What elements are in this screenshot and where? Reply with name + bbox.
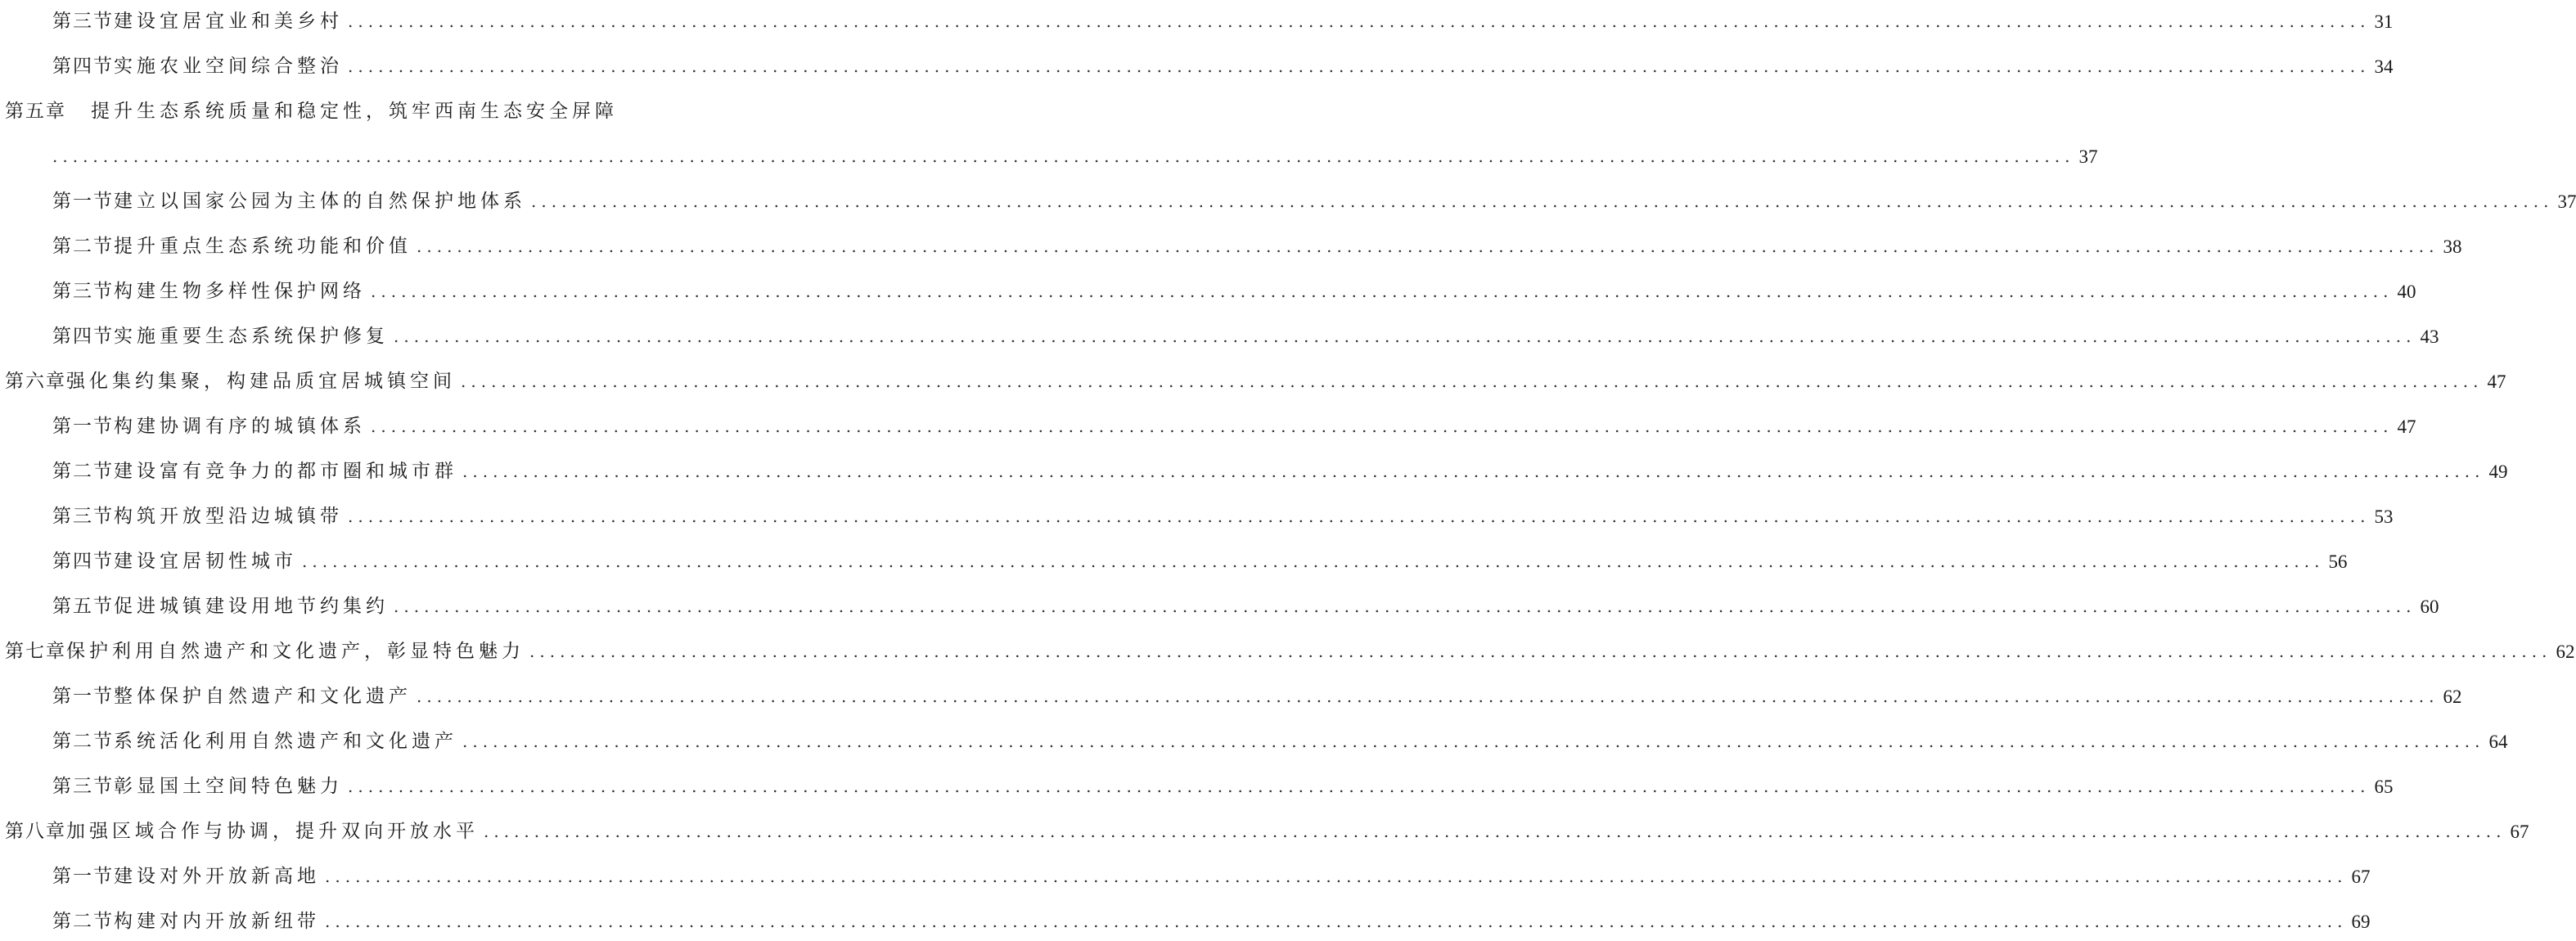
chapter-title: 提升生态系统质量和稳定性，筑牢西南生态安全屏障: [91, 101, 618, 122]
entry-title: 促进城镇建设用地节约集约: [114, 596, 389, 617]
chapter-number: 第八章: [5, 821, 66, 842]
page-number: 34: [2374, 56, 2394, 77]
entry-title: 构筑开放型沿边城镇带: [114, 506, 343, 527]
toc-entry[interactable]: [0, 855, 2371, 888]
page-number: 43: [2420, 326, 2439, 347]
entry-number: 第五节: [52, 596, 114, 617]
toc-entry[interactable]: [0, 405, 2416, 438]
dot-leader: ........................................................................................................................................................................................................: [302, 552, 2325, 571]
toc-entry[interactable]: [0, 45, 2394, 78]
entry-title: 构建对内开放新纽带: [114, 911, 320, 932]
dot-leader: ........................................................................................................................................................................................................: [462, 732, 2485, 751]
dot-leader: ........................................................................................................................................................................................................: [325, 867, 2348, 886]
chapter-number: 第五章: [5, 101, 66, 122]
entry-title: 构建协调有序的城镇体系: [114, 416, 366, 437]
entry-number: 第一节: [52, 191, 114, 212]
toc-entry[interactable]: [0, 675, 2462, 708]
dot-leader: ........................................................................................................................................................................................................: [371, 281, 2394, 301]
dot-leader: ........................................................................................................................................................................................................: [394, 326, 2416, 346]
dot-leader: ........................................................................................................................................................................................................: [484, 822, 2506, 841]
chapter-title: 保护利用自然遗产和文化遗产，彰显特色魅力: [66, 641, 525, 662]
page-number: 37: [2557, 191, 2576, 212]
entry-number: 第三节: [52, 506, 114, 527]
entry-title: 建设宜居宜业和美乡村: [114, 11, 343, 32]
toc-entry[interactable]: [0, 540, 2348, 573]
entry-title: 实施农业空间综合整治: [114, 56, 343, 77]
toc-entry[interactable]: [0, 585, 2439, 618]
entry-number: 第四节: [52, 326, 114, 347]
entry-title: 系统活化利用自然遗产和文化遗产: [114, 731, 457, 752]
entry-number: 第二节: [52, 236, 114, 257]
dot-leader: ........................................................................................................................................................................................................: [417, 236, 2439, 256]
entry-number: 第三节: [52, 776, 114, 797]
toc-entry[interactable]: [0, 495, 2394, 528]
toc-entry[interactable]: [0, 450, 2508, 483]
toc-entry[interactable]: [0, 0, 2394, 33]
entry-number: 第三节: [52, 281, 114, 302]
entry-title: 彰显国土空间特色魅力: [114, 776, 343, 797]
toc-entry[interactable]: [0, 270, 2416, 303]
dot-leader: ........................................................................................................................................................................................................: [461, 371, 2484, 391]
entry-number: 第四节: [52, 551, 114, 572]
page-number: 56: [2328, 552, 2348, 572]
page-number: 67: [2351, 867, 2371, 887]
dot-leader: ........................................................................................................................................................................................................: [417, 687, 2439, 706]
entry-number: 第一节: [52, 686, 114, 707]
page-number: 31: [2374, 11, 2394, 32]
page-number: 62: [2443, 687, 2462, 707]
entry-number: 第一节: [52, 866, 114, 887]
entry-title: 整体保护自然遗产和文化遗产: [114, 686, 412, 707]
toc-continuation[interactable]: [0, 135, 2098, 168]
entry-title: 提升重点生态系统功能和价值: [114, 236, 412, 257]
entry-number: 第一节: [52, 416, 114, 437]
toc-chapter[interactable]: [0, 810, 2529, 843]
page-number: 49: [2488, 461, 2508, 482]
dot-leader: ........................................................................................................................................................................................................: [348, 56, 2371, 76]
chapter-title: 加强区域合作与协调，提升双向开放水平: [66, 821, 479, 842]
entry-number: 第三节: [52, 11, 114, 32]
dot-leader: ........................................................................................................................................................................................................: [348, 507, 2371, 526]
page-number: 40: [2397, 281, 2416, 302]
dot-leader: ........................................................................................................................................................................................................: [394, 597, 2416, 616]
page-number: 64: [2488, 732, 2508, 752]
toc-entry[interactable]: [0, 765, 2394, 798]
chapter-number: 第六章: [5, 371, 66, 392]
chapter-number: 第七章: [5, 641, 66, 662]
dot-leader: ........................................................................................................................................................................................................: [529, 642, 2552, 661]
dot-leader: ........................................................................................................................................................................................................: [325, 912, 2348, 931]
dot-leader: ........................................................................................................................................................................................................: [348, 777, 2371, 796]
dot-leader: ........................................................................................................................................................................................................: [531, 191, 2554, 211]
entry-number: 第四节: [52, 56, 114, 77]
dot-leader: ........................................................................................................................................................................................................: [348, 11, 2371, 31]
toc-entry[interactable]: [0, 720, 2508, 753]
toc-chapter[interactable]: [0, 630, 2575, 663]
page-number: 47: [2487, 371, 2506, 392]
entry-number: 第二节: [52, 911, 114, 932]
page-number: 65: [2374, 777, 2394, 797]
toc-entry[interactable]: [0, 180, 2576, 213]
dot-leader: ........................................................................................................................................................................................................: [52, 146, 2075, 166]
chapter-title: 强化集约集聚，构建品质宜居城镇空间: [66, 371, 456, 392]
page-number: 38: [2443, 236, 2462, 257]
dot-leader: ........................................................................................................................................................................................................: [462, 461, 2485, 481]
entry-title: 实施重要生态系统保护修复: [114, 326, 389, 347]
page-number: 67: [2510, 822, 2529, 842]
dot-leader: ........................................................................................................................................................................................................: [371, 416, 2394, 436]
entry-title: 建立以国家公园为主体的自然保护地体系: [114, 191, 526, 212]
toc-entry[interactable]: [0, 225, 2462, 258]
page-number: 62: [2556, 642, 2575, 662]
toc-entry[interactable]: [0, 315, 2439, 348]
page-number: 37: [2078, 146, 2098, 167]
page-number: 69: [2351, 912, 2371, 932]
toc-chapter[interactable]: [0, 360, 2506, 393]
toc-entry[interactable]: [0, 900, 2371, 933]
entry-title: 建设富有竞争力的都市圈和城市群: [114, 461, 457, 482]
entry-title: 建设宜居韧性城市: [114, 551, 297, 572]
entry-number: 第二节: [52, 461, 114, 482]
page-number: 53: [2374, 507, 2394, 527]
page-number: 47: [2397, 416, 2416, 437]
entry-number: 第二节: [52, 731, 114, 752]
entry-title: 构建生物多样性保护网络: [114, 281, 366, 302]
entry-title: 建设对外开放新高地: [114, 866, 320, 887]
toc-chapter-heading[interactable]: [0, 90, 645, 123]
page-number: 60: [2420, 597, 2439, 617]
